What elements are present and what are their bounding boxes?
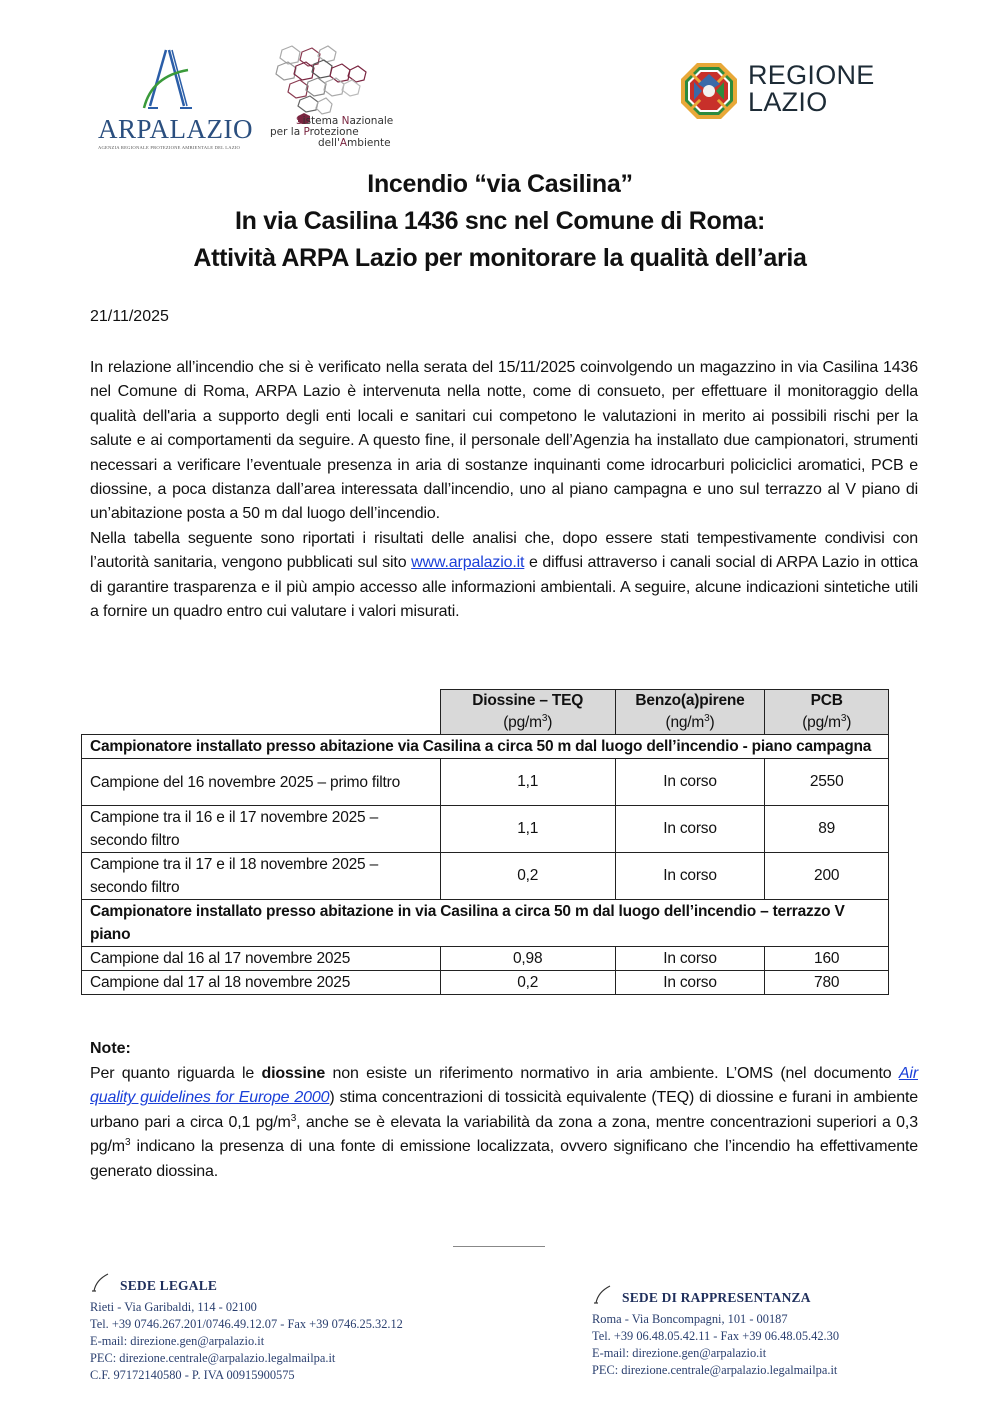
footer-sede-rappresentanza bbox=[592, 1284, 839, 1379]
sample-label: Campione tra il 17 e il 18 novembre 2025 – secondo filtro bbox=[82, 853, 441, 900]
pcb-value: 160 bbox=[765, 947, 889, 971]
table-row bbox=[82, 971, 889, 995]
arpa-subtitle: AGENZIA REGIONALE PROTEZIONE AMBIENTALE DEL LAZIO bbox=[98, 145, 241, 150]
diossine-value: 0,98 bbox=[440, 947, 615, 971]
footer-divider bbox=[453, 1246, 545, 1247]
sede-rappresentanza-address: Roma - Via Boncompagni, 101 - 00187 bbox=[592, 1312, 788, 1326]
sample-label: Campione del 16 novembre 2025 – primo filtro bbox=[82, 759, 441, 806]
regione-lazio-wordmark: REGIONE LAZIO bbox=[748, 60, 875, 117]
body-text bbox=[90, 356, 918, 624]
sede-rappresentanza-phone: Tel. +39 06.48.05.42.11 - Fax +39 06.48.05.42.30 bbox=[592, 1329, 840, 1343]
benzoapirene-value: In corso bbox=[615, 947, 765, 971]
group-title-terrazzo: Campionatore installato presso abitazione in via Casilina a circa 50 m dal luogo dell’incendio – terrazzo V piano bbox=[82, 900, 889, 947]
benzoapirene-value: In corso bbox=[615, 806, 765, 853]
diossine-value: 1,1 bbox=[440, 759, 615, 806]
body-paragraph-1: In relazione all’incendio che si è verificato nella serata del 15/11/2025 coinvolgendo un magazzino in via Casilina 1436 nel Comune di Roma, ARPA Lazio è intervenuta nella notte, come di consueto, per effettuare il monitoraggio della qualità dell'aria a supporto degli enti locali e sanitari cui competono le valutazioni in merito ai possibili rischi per la salute e ai comportamenti da seguire. A questo fine, il personale dell’Agenzia ha installato due campionatori, strumenti necessari a verificare l’eventuale presenza in aria di sostanze inquinanti come idrocarburi policiclici aromatici, PCB e diossine, a poca distanza dall’area interessata dall’incendio, uno al piano campagna e uno sul terrazzo al V piano di un’abitazione posta a 50 m dal luogo dell’incendio. bbox=[90, 359, 918, 523]
sede-legale-address: Rieti - Via Garibaldi, 114 - 02100 bbox=[90, 1300, 257, 1314]
notes-heading: Note: bbox=[90, 1040, 131, 1057]
table-group-row bbox=[82, 735, 889, 759]
sample-label: Campione dal 16 al 17 novembre 2025 bbox=[82, 947, 441, 971]
sede-rappresentanza-heading: SEDE DI RAPPRESENTANZA bbox=[622, 1290, 811, 1305]
table-row bbox=[82, 853, 889, 900]
diossine-bold-term: diossine bbox=[261, 1065, 326, 1082]
table-header-blank bbox=[82, 690, 441, 735]
sample-label: Campione tra il 16 e il 17 novembre 2025 – secondo filtro bbox=[82, 806, 441, 853]
table-row bbox=[82, 947, 889, 971]
pcb-value: 89 bbox=[765, 806, 889, 853]
table-row bbox=[82, 759, 889, 806]
arpa-swoosh-icon bbox=[90, 1272, 110, 1292]
table-row bbox=[82, 806, 889, 853]
pcb-value: 200 bbox=[765, 853, 889, 900]
page-title bbox=[0, 166, 1000, 277]
results-table bbox=[81, 689, 889, 995]
snpa-logo bbox=[270, 44, 440, 154]
arpa-wordmark: ARPALAZIO bbox=[98, 114, 254, 144]
table-group-row bbox=[82, 900, 889, 947]
arpa-swoosh-icon bbox=[592, 1284, 612, 1304]
title-line-3: Attività ARPA Lazio per monitorare la qualità dell’aria bbox=[193, 244, 807, 272]
column-header-pcb: PCB $(pg/m^3)$ bbox=[765, 690, 889, 735]
benzoapirene-value: In corso bbox=[615, 971, 765, 995]
sample-label: Campione dal 17 al 18 novembre 2025 bbox=[82, 971, 441, 995]
arpa-lazio-logo bbox=[96, 48, 254, 156]
benzoapirene-value: In corso bbox=[615, 853, 765, 900]
snpa-wordmark: Sistema Nazionale per la Protezione dell'Ambiente bbox=[270, 115, 394, 149]
notes-text: Per quanto riguarda le diossine non esiste un riferimento normativo in aria ambiente. L’OMS (nel documento Air quality guidelines for Europe 2000) stima concentrazioni di tossicità equivalente (TEQ) di diossine e furani in ambiente urbano pari a circa 0,1 $pg/m^3$, anche se è elevata la variabilità da zona a zona, mentre concentrazioni superiori a 0,3 $pg/m^3$ indicano la presenza di una fonte di emissione localizzata, ovvero significano che l’incendio ha effettivamente generato diossina. bbox=[90, 1065, 918, 1180]
arpalazio-website-link[interactable]: www.arpalazio.it bbox=[411, 554, 525, 572]
regione-lazio-logo bbox=[680, 60, 890, 120]
footer-sede-legale bbox=[90, 1272, 403, 1384]
benzoapirene-value: In corso bbox=[615, 759, 765, 806]
table-header-row bbox=[82, 690, 889, 735]
title-line-1: Incendio “via Casilina” bbox=[367, 170, 633, 198]
pcb-value: 780 bbox=[765, 971, 889, 995]
body-paragraph-2: Nella tabella seguente sono riportati i risultati delle analisi che, dopo essere stati tempestivamente condivisi con l’autorità sanitaria, vengono pubblicati sul sito www.arpalazio.it e diffusi attraverso i canali social di ARPA Lazio in ottica di garantire trasparenza e il più ampio accesso alle informazioni ambientali. A seguire, alcune indicazioni sintetiche utili a fornire un quadro entro cui valutare i valori misurati. bbox=[90, 529, 918, 621]
arpa-logo-mark-icon bbox=[138, 48, 198, 112]
diossine-value: 1,1 bbox=[440, 806, 615, 853]
diossine-value: 0,2 bbox=[440, 853, 615, 900]
publication-date: 21/11/2025 bbox=[90, 308, 169, 325]
column-header-benzoapirene: Benzo(a)pirene $(ng/m^3)$ bbox=[615, 690, 765, 735]
sede-legale-heading: SEDE LEGALE bbox=[120, 1278, 218, 1293]
column-header-diossine: Diossine – TEQ $(pg/m^3)$ bbox=[440, 690, 615, 735]
who-guidelines-link[interactable]: Air quality guidelines for Europe 2000 bbox=[90, 1065, 918, 1107]
title-line-2: In via Casilina 1436 snc nel Comune di Roma: bbox=[234, 207, 766, 235]
regione-lazio-crest-icon bbox=[680, 62, 738, 120]
sede-legale-email: E-mail: direzione.gen@arpalazio.it bbox=[90, 1334, 265, 1348]
sede-legale-phone: Tel. +39 0746.267.201/0746.49.12.07 - Fax +39 0746.25.32.12 bbox=[90, 1317, 403, 1331]
snpa-hexagon-cluster-icon bbox=[270, 44, 440, 124]
sede-rappresentanza-pec: PEC: direzione.centrale@arpalazio.legalmailpa.it bbox=[592, 1363, 838, 1377]
group-title-piano-campagna: Campionatore installato presso abitazione via Casilina a circa 50 m dal luogo dell’incendio - piano campagna bbox=[82, 735, 889, 759]
sede-legale-pec: PEC: direzione.centrale@arpalazio.legalmailpa.it bbox=[90, 1351, 336, 1365]
pcb-value: 2550 bbox=[765, 759, 889, 806]
sede-legale-tax-ids: C.F. 97172140580 - P. IVA 00915900575 bbox=[90, 1368, 295, 1382]
diossine-value: 0,2 bbox=[440, 971, 615, 995]
sede-rappresentanza-email: E-mail: direzione.gen@arpalazio.it bbox=[592, 1346, 767, 1360]
